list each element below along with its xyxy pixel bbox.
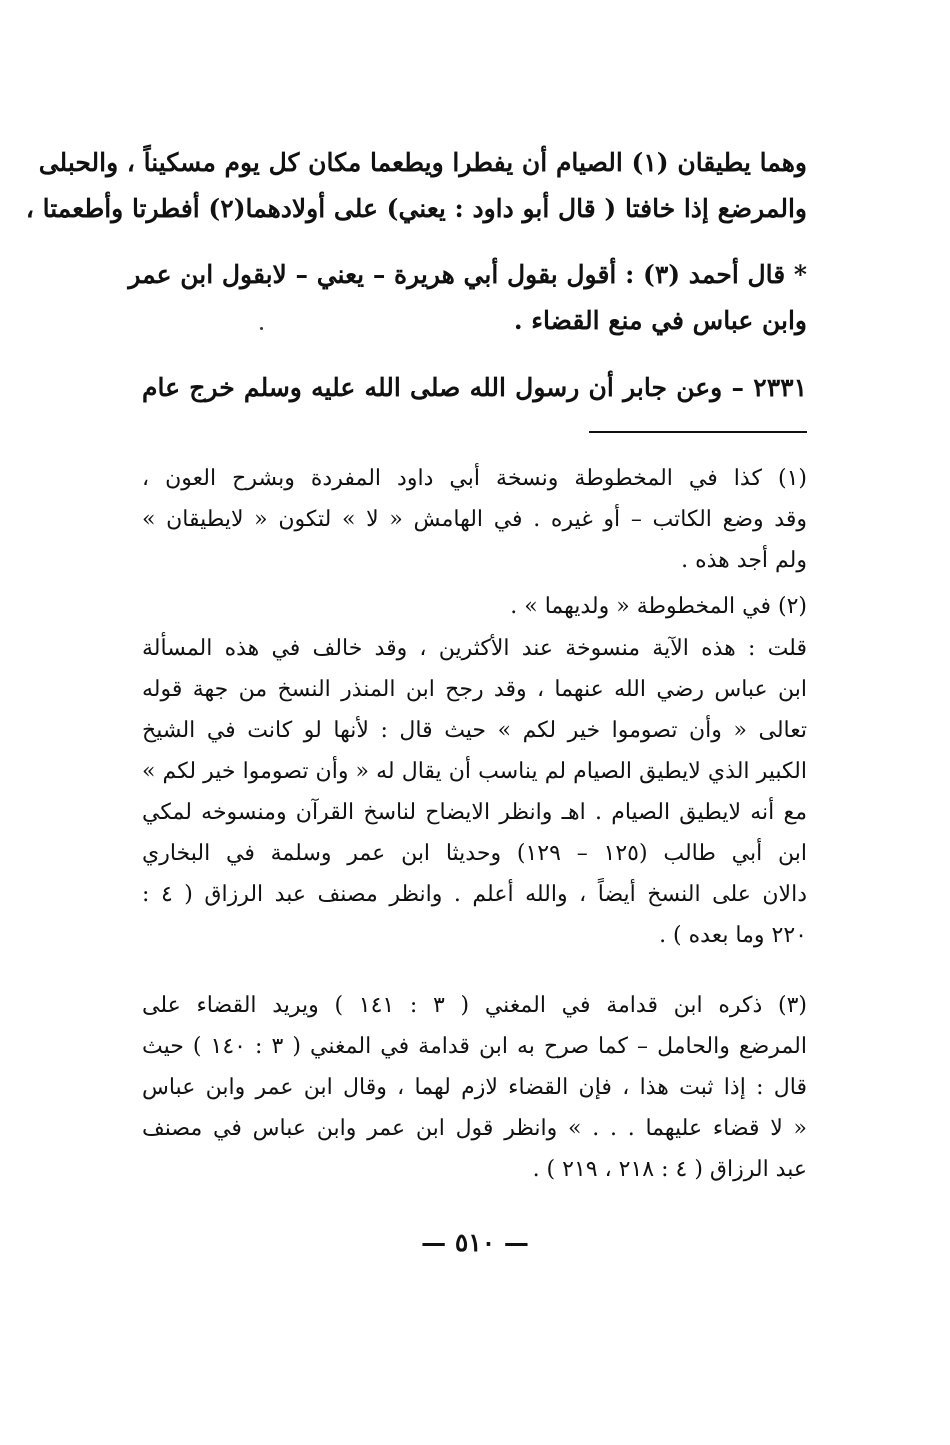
footnote-line: ابن أبي طالب (١٢٥ – ١٢٩) وحديثا ابن عمر وسلمة في البخاري [142,841,808,866]
footnote-line: تعالى « وأن تصوموا خير لكم » حيث قال : لأنها لو كانت في الشيخ [142,718,807,743]
page-number: — ٥١٠ — [421,1228,529,1257]
footnote-line: ابن عباس رضي الله عنهما ، وقد رجح ابن المنذر النسخ من جهة قوله [142,677,807,702]
footnote-line: وقد وضع الكاتب – أو غيره . في الهامش « لا » لتكون « لايطيقان » [142,507,807,532]
footnote-separator [589,431,807,433]
footnote-line: قال : إذا ثبت هذا ، فإن القضاء لازم لهما ، وقال ابن عمر وابن عباس [142,1075,807,1100]
ahmad-opinion-paragraph [128,252,807,344]
footnote-line: قلت : هذه الآية منسوخة عند الأكثرين ، وقد خالف في هذه المسألة [142,636,807,661]
footnote-line: (٢) في المخطوطة « ولديهما » . [510,594,807,619]
editor-note [142,628,807,956]
text-line: * قال أحمد (٣) : أقول بقول أبي هريرة – يعني – لابقول ابن عمر [128,260,807,289]
footnote-line: المرضع والحامل – كما صرح به ابن قدامة في المغني ( ٣ : ١٤٠ ) حيث [142,1034,807,1059]
hadith-text-paragraph [25,140,807,232]
footnote-line: (٣) ذكره ابن قدامة في المغني ( ٣ : ١٤١ ) ويريد القضاء على [142,993,807,1018]
footnote-1 [142,458,807,581]
footnote-line: « لا قضاء عليهما . . . » وانظر قول ابن عمر وابن عباس في مصنف [142,1116,807,1141]
footnote-line: عبد الرزاق ( ٤ : ٢١٨ ، ٢١٩ ) . [532,1157,807,1182]
scan-speck [260,327,263,330]
text-line: ٢٣٣١ – وعن جابر أن رسول الله صلى الله عليه وسلم خرج عام [142,373,807,402]
footnote-2 [142,586,807,627]
text-line: والمرضع إذا خافتا ( قال أبو داود : يعني) على أولادهما(٢) أفطرتا وأطعمتا ، [25,194,807,223]
footnote-line: دالان على النسخ أيضاً ، والله أعلم . وانظر مصنف عبد الرزاق ( ٤ : [142,882,807,907]
hadith-2331-paragraph [142,365,807,411]
footnote-line: مع أنه لايطيق الصيام . اهـ وانظر الايضاح لناسخ القرآن ومنسوخه لمكي [142,800,807,825]
footnote-line: الكبير الذي لايطيق الصيام لم يناسب أن يقال له « وأن تصوموا خير لكم » [142,759,807,784]
text-line: وابن عباس في منع القضاء . [513,306,807,335]
text-line: وهما يطيقان (١) الصيام أن يفطرا ويطعما مكان كل يوم مسكيناً ، والحبلى [38,148,807,177]
footnote-line: ٢٢٠ وما بعده ) . [659,923,807,948]
footnote-line: (١) كذا في المخطوطة ونسخة أبي داود المفردة وبشرح العون ، [142,466,807,491]
footnote-line: ولم أجد هذه . [681,548,807,573]
footnote-3 [142,985,807,1190]
